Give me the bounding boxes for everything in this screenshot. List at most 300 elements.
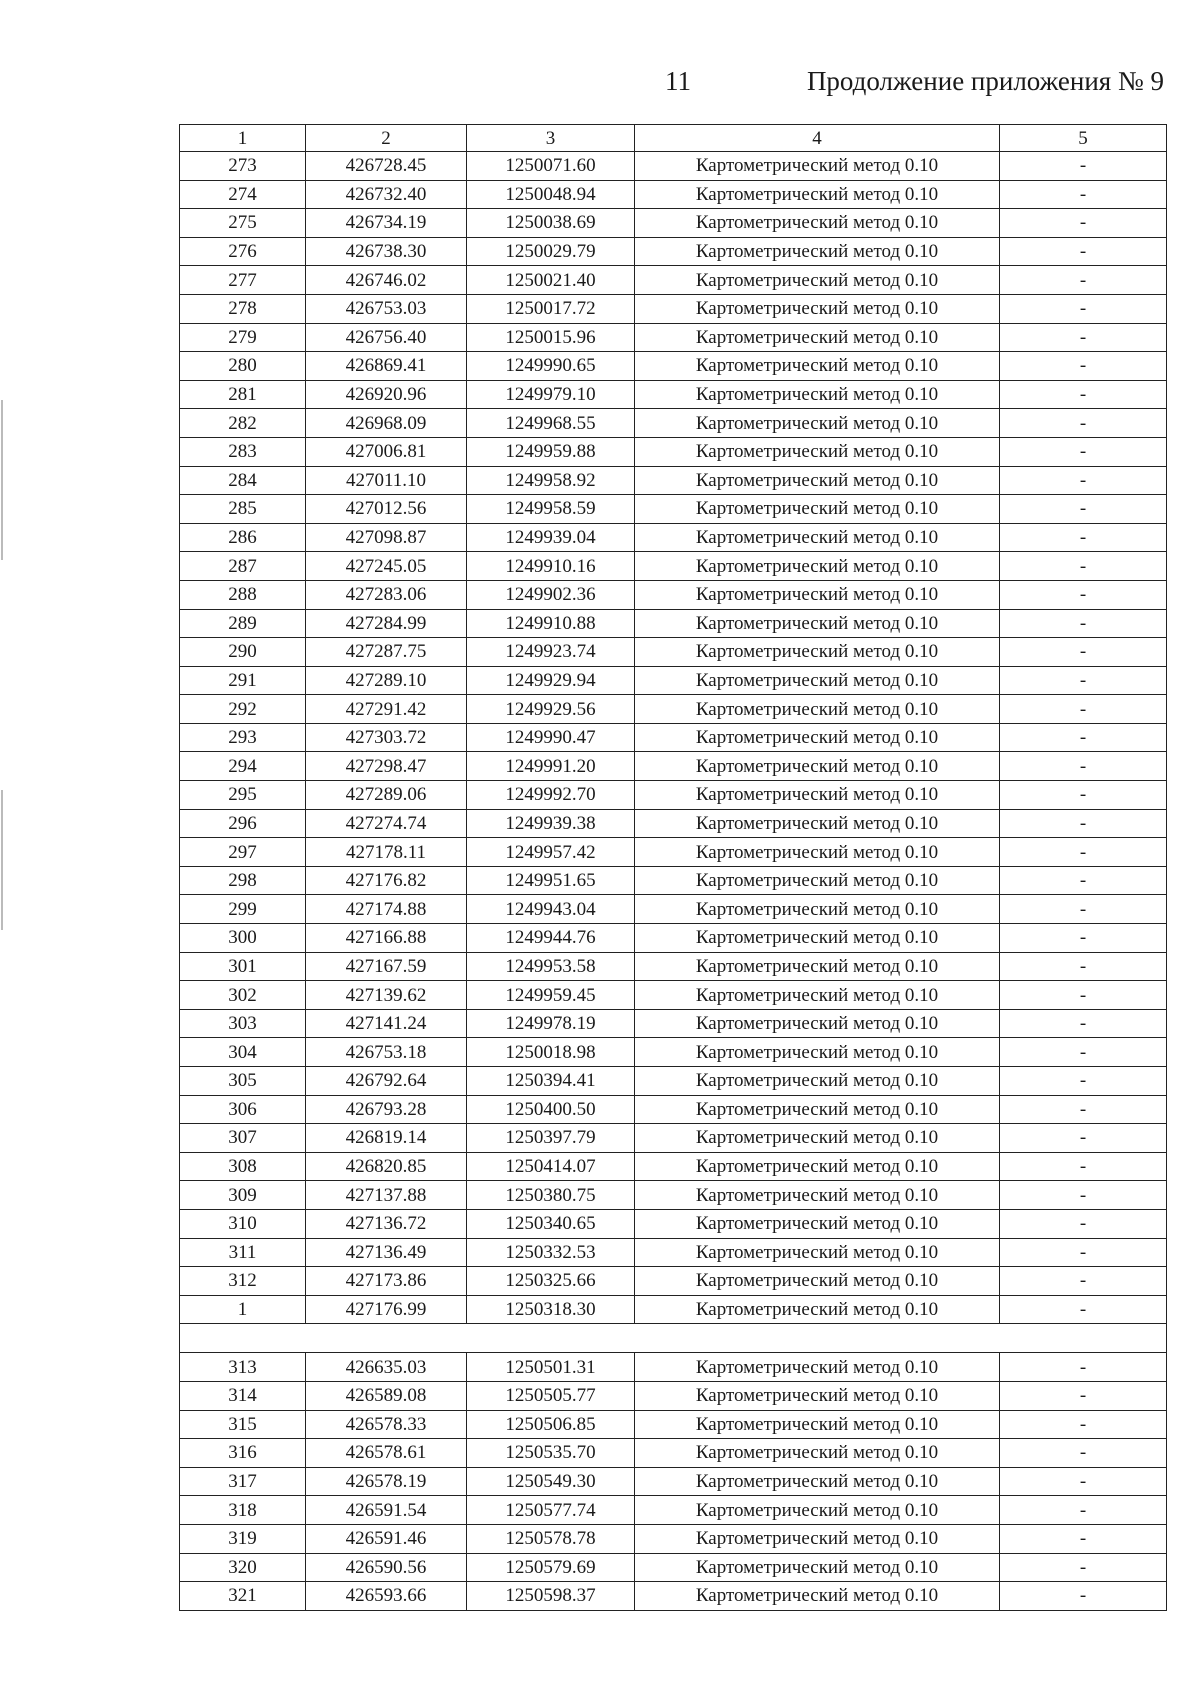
method-cell: Картометрический метод 0.10 (635, 752, 1000, 781)
y-coordinate-cell: 1249992.70 (467, 781, 635, 810)
y-coordinate-cell: 1250577.74 (467, 1496, 635, 1525)
x-coordinate-cell: 427245.05 (306, 552, 467, 581)
coordinates-table (179, 124, 1167, 1611)
point-number-cell: 303 (180, 1009, 306, 1038)
method-cell: Картометрический метод 0.10 (635, 1209, 1000, 1238)
table-row (180, 1152, 1167, 1181)
y-coordinate-cell: 1250578.78 (467, 1524, 635, 1553)
y-coordinate-cell: 1249958.92 (467, 466, 635, 495)
table-row (180, 1267, 1167, 1296)
y-coordinate-cell: 1249968.55 (467, 409, 635, 438)
x-coordinate-cell: 427012.56 (306, 495, 467, 524)
point-number-cell: 273 (180, 152, 306, 181)
table-row (180, 380, 1167, 409)
point-number-cell: 294 (180, 752, 306, 781)
y-coordinate-cell: 1249990.47 (467, 723, 635, 752)
note-cell: - (1000, 1467, 1167, 1496)
note-cell: - (1000, 1152, 1167, 1181)
x-coordinate-cell: 426920.96 (306, 380, 467, 409)
point-number-cell: 296 (180, 809, 306, 838)
point-number-cell: 289 (180, 609, 306, 638)
x-coordinate-cell: 427098.87 (306, 523, 467, 552)
x-coordinate-cell: 426753.03 (306, 294, 467, 323)
y-coordinate-cell: 1249943.04 (467, 895, 635, 924)
x-coordinate-cell: 427274.74 (306, 809, 467, 838)
table-body (180, 152, 1167, 1611)
x-coordinate-cell: 427289.10 (306, 666, 467, 695)
method-cell: Картометрический метод 0.10 (635, 1152, 1000, 1181)
x-coordinate-cell: 427176.99 (306, 1295, 467, 1324)
x-coordinate-cell: 427141.24 (306, 1009, 467, 1038)
table-row (180, 1439, 1167, 1468)
table-row (180, 1095, 1167, 1124)
note-cell: - (1000, 1524, 1167, 1553)
table-row (180, 952, 1167, 981)
x-coordinate-cell: 426578.61 (306, 1439, 467, 1468)
note-cell: - (1000, 1353, 1167, 1382)
point-number-cell: 286 (180, 523, 306, 552)
x-coordinate-cell: 427137.88 (306, 1181, 467, 1210)
y-coordinate-cell: 1249991.20 (467, 752, 635, 781)
x-coordinate-cell: 427283.06 (306, 580, 467, 609)
method-cell: Картометрический метод 0.10 (635, 352, 1000, 381)
x-coordinate-cell: 427176.82 (306, 866, 467, 895)
y-coordinate-cell: 1249939.04 (467, 523, 635, 552)
point-number-cell: 274 (180, 180, 306, 209)
table-header-row (180, 125, 1167, 152)
y-coordinate-cell: 1250017.72 (467, 294, 635, 323)
table-row (180, 1582, 1167, 1611)
point-number-cell: 299 (180, 895, 306, 924)
note-cell: - (1000, 838, 1167, 867)
table-row (180, 981, 1167, 1010)
method-cell: Картометрический метод 0.10 (635, 1553, 1000, 1582)
x-coordinate-cell: 426591.54 (306, 1496, 467, 1525)
method-cell: Картометрический метод 0.10 (635, 1067, 1000, 1096)
note-cell: - (1000, 695, 1167, 724)
y-coordinate-cell: 1250506.85 (467, 1410, 635, 1439)
point-number-cell: 313 (180, 1353, 306, 1382)
y-coordinate-cell: 1249958.59 (467, 495, 635, 524)
x-coordinate-cell: 427284.99 (306, 609, 467, 638)
x-coordinate-cell: 426793.28 (306, 1095, 467, 1124)
point-number-cell: 291 (180, 666, 306, 695)
table-row (180, 1381, 1167, 1410)
method-cell: Картометрический метод 0.10 (635, 1095, 1000, 1124)
table-row (180, 1067, 1167, 1096)
column-header: 3 (467, 125, 635, 152)
method-cell: Картометрический метод 0.10 (635, 523, 1000, 552)
x-coordinate-cell: 426869.41 (306, 352, 467, 381)
point-number-cell: 320 (180, 1553, 306, 1582)
table-row (180, 209, 1167, 238)
y-coordinate-cell: 1250397.79 (467, 1124, 635, 1153)
table-row (180, 1524, 1167, 1553)
y-coordinate-cell: 1250071.60 (467, 152, 635, 181)
y-coordinate-cell: 1249923.74 (467, 638, 635, 667)
method-cell: Картометрический метод 0.10 (635, 209, 1000, 238)
point-number-cell: 301 (180, 952, 306, 981)
method-cell: Картометрический метод 0.10 (635, 1582, 1000, 1611)
method-cell: Картометрический метод 0.10 (635, 1181, 1000, 1210)
point-number-cell: 318 (180, 1496, 306, 1525)
point-number-cell: 284 (180, 466, 306, 495)
point-number-cell: 279 (180, 323, 306, 352)
point-number-cell: 315 (180, 1410, 306, 1439)
x-coordinate-cell: 426738.30 (306, 237, 467, 266)
table-row (180, 866, 1167, 895)
point-number-cell: 308 (180, 1152, 306, 1181)
point-number-cell: 277 (180, 266, 306, 295)
note-cell: - (1000, 580, 1167, 609)
point-number-cell: 288 (180, 580, 306, 609)
table-row (180, 1238, 1167, 1267)
y-coordinate-cell: 1250340.65 (467, 1209, 635, 1238)
point-number-cell: 306 (180, 1095, 306, 1124)
table-row (180, 466, 1167, 495)
y-coordinate-cell: 1249959.88 (467, 437, 635, 466)
note-cell: - (1000, 495, 1167, 524)
point-number-cell: 314 (180, 1381, 306, 1410)
method-cell: Картометрический метод 0.10 (635, 437, 1000, 466)
y-coordinate-cell: 1249929.56 (467, 695, 635, 724)
table-row (180, 666, 1167, 695)
table-row (180, 152, 1167, 181)
point-number-cell: 317 (180, 1467, 306, 1496)
table-row (180, 781, 1167, 810)
method-cell: Картометрический метод 0.10 (635, 866, 1000, 895)
point-number-cell: 283 (180, 437, 306, 466)
method-cell: Картометрический метод 0.10 (635, 723, 1000, 752)
point-number-cell: 276 (180, 237, 306, 266)
note-cell: - (1000, 409, 1167, 438)
note-cell: - (1000, 895, 1167, 924)
note-cell: - (1000, 1209, 1167, 1238)
table-row (180, 1467, 1167, 1496)
y-coordinate-cell: 1249979.10 (467, 380, 635, 409)
method-cell: Картометрический метод 0.10 (635, 924, 1000, 953)
y-coordinate-cell: 1249978.19 (467, 1009, 635, 1038)
method-cell: Картометрический метод 0.10 (635, 609, 1000, 638)
method-cell: Картометрический метод 0.10 (635, 1009, 1000, 1038)
table-row (180, 266, 1167, 295)
point-number-cell: 285 (180, 495, 306, 524)
point-number-cell: 319 (180, 1524, 306, 1553)
x-coordinate-cell: 426590.56 (306, 1553, 467, 1582)
point-number-cell: 310 (180, 1209, 306, 1238)
table-spacer-row (180, 1324, 1167, 1353)
x-coordinate-cell: 426819.14 (306, 1124, 467, 1153)
y-coordinate-cell: 1250598.37 (467, 1582, 635, 1611)
y-coordinate-cell: 1249951.65 (467, 866, 635, 895)
y-coordinate-cell: 1249910.88 (467, 609, 635, 638)
spacer-cell (180, 1324, 1167, 1353)
point-number-cell: 316 (180, 1439, 306, 1468)
method-cell: Картометрический метод 0.10 (635, 380, 1000, 409)
note-cell: - (1000, 723, 1167, 752)
point-number-cell: 280 (180, 352, 306, 381)
point-number-cell: 275 (180, 209, 306, 238)
note-cell: - (1000, 1439, 1167, 1468)
y-coordinate-cell: 1249902.36 (467, 580, 635, 609)
point-number-cell: 293 (180, 723, 306, 752)
x-coordinate-cell: 426578.19 (306, 1467, 467, 1496)
point-number-cell: 298 (180, 866, 306, 895)
method-cell: Картометрический метод 0.10 (635, 638, 1000, 667)
note-cell: - (1000, 809, 1167, 838)
point-number-cell: 311 (180, 1238, 306, 1267)
method-cell: Картометрический метод 0.10 (635, 981, 1000, 1010)
table-row (180, 352, 1167, 381)
x-coordinate-cell: 426746.02 (306, 266, 467, 295)
table-row (180, 895, 1167, 924)
point-number-cell: 309 (180, 1181, 306, 1210)
method-cell: Картометрический метод 0.10 (635, 495, 1000, 524)
method-cell: Картометрический метод 0.10 (635, 1353, 1000, 1382)
method-cell: Картометрический метод 0.10 (635, 781, 1000, 810)
y-coordinate-cell: 1250535.70 (467, 1439, 635, 1468)
page-number: 11 (665, 66, 691, 96)
note-cell: - (1000, 1410, 1167, 1439)
x-coordinate-cell: 427011.10 (306, 466, 467, 495)
method-cell: Картометрический метод 0.10 (635, 1524, 1000, 1553)
method-cell: Картометрический метод 0.10 (635, 895, 1000, 924)
table-row (180, 1009, 1167, 1038)
table-row (180, 523, 1167, 552)
point-number-cell: 1 (180, 1295, 306, 1324)
method-cell: Картометрический метод 0.10 (635, 1295, 1000, 1324)
method-cell: Картометрический метод 0.10 (635, 580, 1000, 609)
x-coordinate-cell: 426635.03 (306, 1353, 467, 1382)
note-cell: - (1000, 1095, 1167, 1124)
y-coordinate-cell: 1249959.45 (467, 981, 635, 1010)
note-cell: - (1000, 380, 1167, 409)
note-cell: - (1000, 1496, 1167, 1525)
table-row (180, 437, 1167, 466)
note-cell: - (1000, 1009, 1167, 1038)
y-coordinate-cell: 1250414.07 (467, 1152, 635, 1181)
y-coordinate-cell: 1250015.96 (467, 323, 635, 352)
note-cell: - (1000, 323, 1167, 352)
point-number-cell: 282 (180, 409, 306, 438)
method-cell: Картометрический метод 0.10 (635, 952, 1000, 981)
column-header: 5 (1000, 125, 1167, 152)
method-cell: Картометрический метод 0.10 (635, 666, 1000, 695)
y-coordinate-cell: 1249939.38 (467, 809, 635, 838)
note-cell: - (1000, 180, 1167, 209)
point-number-cell: 290 (180, 638, 306, 667)
column-header: 4 (635, 125, 1000, 152)
note-cell: - (1000, 609, 1167, 638)
table-row (180, 924, 1167, 953)
note-cell: - (1000, 866, 1167, 895)
method-cell: Картометрический метод 0.10 (635, 152, 1000, 181)
page-caption: Продолжение приложения № 9 (806, 66, 1164, 96)
y-coordinate-cell: 1250029.79 (467, 237, 635, 266)
method-cell: Картометрический метод 0.10 (635, 180, 1000, 209)
table-row (180, 752, 1167, 781)
x-coordinate-cell: 426792.64 (306, 1067, 467, 1096)
table-row (180, 723, 1167, 752)
table-row (180, 809, 1167, 838)
point-number-cell: 302 (180, 981, 306, 1010)
note-cell: - (1000, 1582, 1167, 1611)
note-cell: - (1000, 1295, 1167, 1324)
method-cell: Картометрический метод 0.10 (635, 1496, 1000, 1525)
note-cell: - (1000, 1267, 1167, 1296)
note-cell: - (1000, 752, 1167, 781)
method-cell: Картометрический метод 0.10 (635, 323, 1000, 352)
table-row (180, 1553, 1167, 1582)
method-cell: Картометрический метод 0.10 (635, 695, 1000, 724)
x-coordinate-cell: 427173.86 (306, 1267, 467, 1296)
point-number-cell: 312 (180, 1267, 306, 1296)
y-coordinate-cell: 1250325.66 (467, 1267, 635, 1296)
point-number-cell: 281 (180, 380, 306, 409)
x-coordinate-cell: 427289.06 (306, 781, 467, 810)
table-row (180, 1410, 1167, 1439)
table-row (180, 294, 1167, 323)
note-cell: - (1000, 466, 1167, 495)
note-cell: - (1000, 666, 1167, 695)
point-number-cell: 307 (180, 1124, 306, 1153)
method-cell: Картометрический метод 0.10 (635, 409, 1000, 438)
x-coordinate-cell: 426593.66 (306, 1582, 467, 1611)
note-cell: - (1000, 952, 1167, 981)
table-row (180, 695, 1167, 724)
table-row (180, 180, 1167, 209)
scan-edge-mark (1, 790, 3, 930)
y-coordinate-cell: 1250394.41 (467, 1067, 635, 1096)
point-number-cell: 295 (180, 781, 306, 810)
note-cell: - (1000, 152, 1167, 181)
table-row (180, 237, 1167, 266)
x-coordinate-cell: 427006.81 (306, 437, 467, 466)
note-cell: - (1000, 981, 1167, 1010)
table-row (180, 1353, 1167, 1382)
y-coordinate-cell: 1249929.94 (467, 666, 635, 695)
table-row (180, 1295, 1167, 1324)
method-cell: Картометрический метод 0.10 (635, 1038, 1000, 1067)
x-coordinate-cell: 426728.45 (306, 152, 467, 181)
column-header: 1 (180, 125, 306, 152)
note-cell: - (1000, 523, 1167, 552)
y-coordinate-cell: 1250501.31 (467, 1353, 635, 1382)
point-number-cell: 321 (180, 1582, 306, 1611)
note-cell: - (1000, 1124, 1167, 1153)
y-coordinate-cell: 1250505.77 (467, 1381, 635, 1410)
method-cell: Картометрический метод 0.10 (635, 1238, 1000, 1267)
y-coordinate-cell: 1250038.69 (467, 209, 635, 238)
method-cell: Картометрический метод 0.10 (635, 552, 1000, 581)
y-coordinate-cell: 1249944.76 (467, 924, 635, 953)
method-cell: Картометрический метод 0.10 (635, 266, 1000, 295)
x-coordinate-cell: 426589.08 (306, 1381, 467, 1410)
method-cell: Картометрический метод 0.10 (635, 809, 1000, 838)
note-cell: - (1000, 209, 1167, 238)
x-coordinate-cell: 427136.72 (306, 1209, 467, 1238)
y-coordinate-cell: 1250332.53 (467, 1238, 635, 1267)
y-coordinate-cell: 1250048.94 (467, 180, 635, 209)
note-cell: - (1000, 237, 1167, 266)
x-coordinate-cell: 427136.49 (306, 1238, 467, 1267)
x-coordinate-cell: 426820.85 (306, 1152, 467, 1181)
point-number-cell: 287 (180, 552, 306, 581)
point-number-cell: 305 (180, 1067, 306, 1096)
x-coordinate-cell: 427303.72 (306, 723, 467, 752)
x-coordinate-cell: 427174.88 (306, 895, 467, 924)
method-cell: Картометрический метод 0.10 (635, 294, 1000, 323)
x-coordinate-cell: 427298.47 (306, 752, 467, 781)
table-row (180, 552, 1167, 581)
method-cell: Картометрический метод 0.10 (635, 838, 1000, 867)
x-coordinate-cell: 427139.62 (306, 981, 467, 1010)
table-row (180, 1496, 1167, 1525)
note-cell: - (1000, 266, 1167, 295)
y-coordinate-cell: 1250021.40 (467, 266, 635, 295)
y-coordinate-cell: 1249953.58 (467, 952, 635, 981)
note-cell: - (1000, 924, 1167, 953)
table-row (180, 1038, 1167, 1067)
x-coordinate-cell: 427287.75 (306, 638, 467, 667)
method-cell: Картометрический метод 0.10 (635, 466, 1000, 495)
table-row (180, 495, 1167, 524)
x-coordinate-cell: 427167.59 (306, 952, 467, 981)
method-cell: Картометрический метод 0.10 (635, 1439, 1000, 1468)
method-cell: Картометрический метод 0.10 (635, 1467, 1000, 1496)
table-row (180, 609, 1167, 638)
x-coordinate-cell: 427166.88 (306, 924, 467, 953)
method-cell: Картометрический метод 0.10 (635, 1381, 1000, 1410)
x-coordinate-cell: 427291.42 (306, 695, 467, 724)
y-coordinate-cell: 1249957.42 (467, 838, 635, 867)
table-row (180, 409, 1167, 438)
table-row (180, 323, 1167, 352)
table-row (180, 638, 1167, 667)
y-coordinate-cell: 1249990.65 (467, 352, 635, 381)
note-cell: - (1000, 352, 1167, 381)
scan-edge-mark (1, 400, 3, 560)
y-coordinate-cell: 1250318.30 (467, 1295, 635, 1324)
note-cell: - (1000, 1381, 1167, 1410)
table-row (180, 1124, 1167, 1153)
y-coordinate-cell: 1250400.50 (467, 1095, 635, 1124)
point-number-cell: 292 (180, 695, 306, 724)
note-cell: - (1000, 1067, 1167, 1096)
point-number-cell: 297 (180, 838, 306, 867)
table-row (180, 580, 1167, 609)
note-cell: - (1000, 781, 1167, 810)
x-coordinate-cell: 426591.46 (306, 1524, 467, 1553)
method-cell: Картометрический метод 0.10 (635, 237, 1000, 266)
x-coordinate-cell: 426578.33 (306, 1410, 467, 1439)
page-header (0, 66, 1200, 106)
note-cell: - (1000, 437, 1167, 466)
method-cell: Картометрический метод 0.10 (635, 1267, 1000, 1296)
column-header: 2 (306, 125, 467, 152)
point-number-cell: 304 (180, 1038, 306, 1067)
note-cell: - (1000, 1038, 1167, 1067)
table-row (180, 838, 1167, 867)
table-row (180, 1181, 1167, 1210)
y-coordinate-cell: 1250549.30 (467, 1467, 635, 1496)
method-cell: Картометрический метод 0.10 (635, 1410, 1000, 1439)
note-cell: - (1000, 1238, 1167, 1267)
x-coordinate-cell: 426756.40 (306, 323, 467, 352)
note-cell: - (1000, 1553, 1167, 1582)
note-cell: - (1000, 552, 1167, 581)
x-coordinate-cell: 426732.40 (306, 180, 467, 209)
